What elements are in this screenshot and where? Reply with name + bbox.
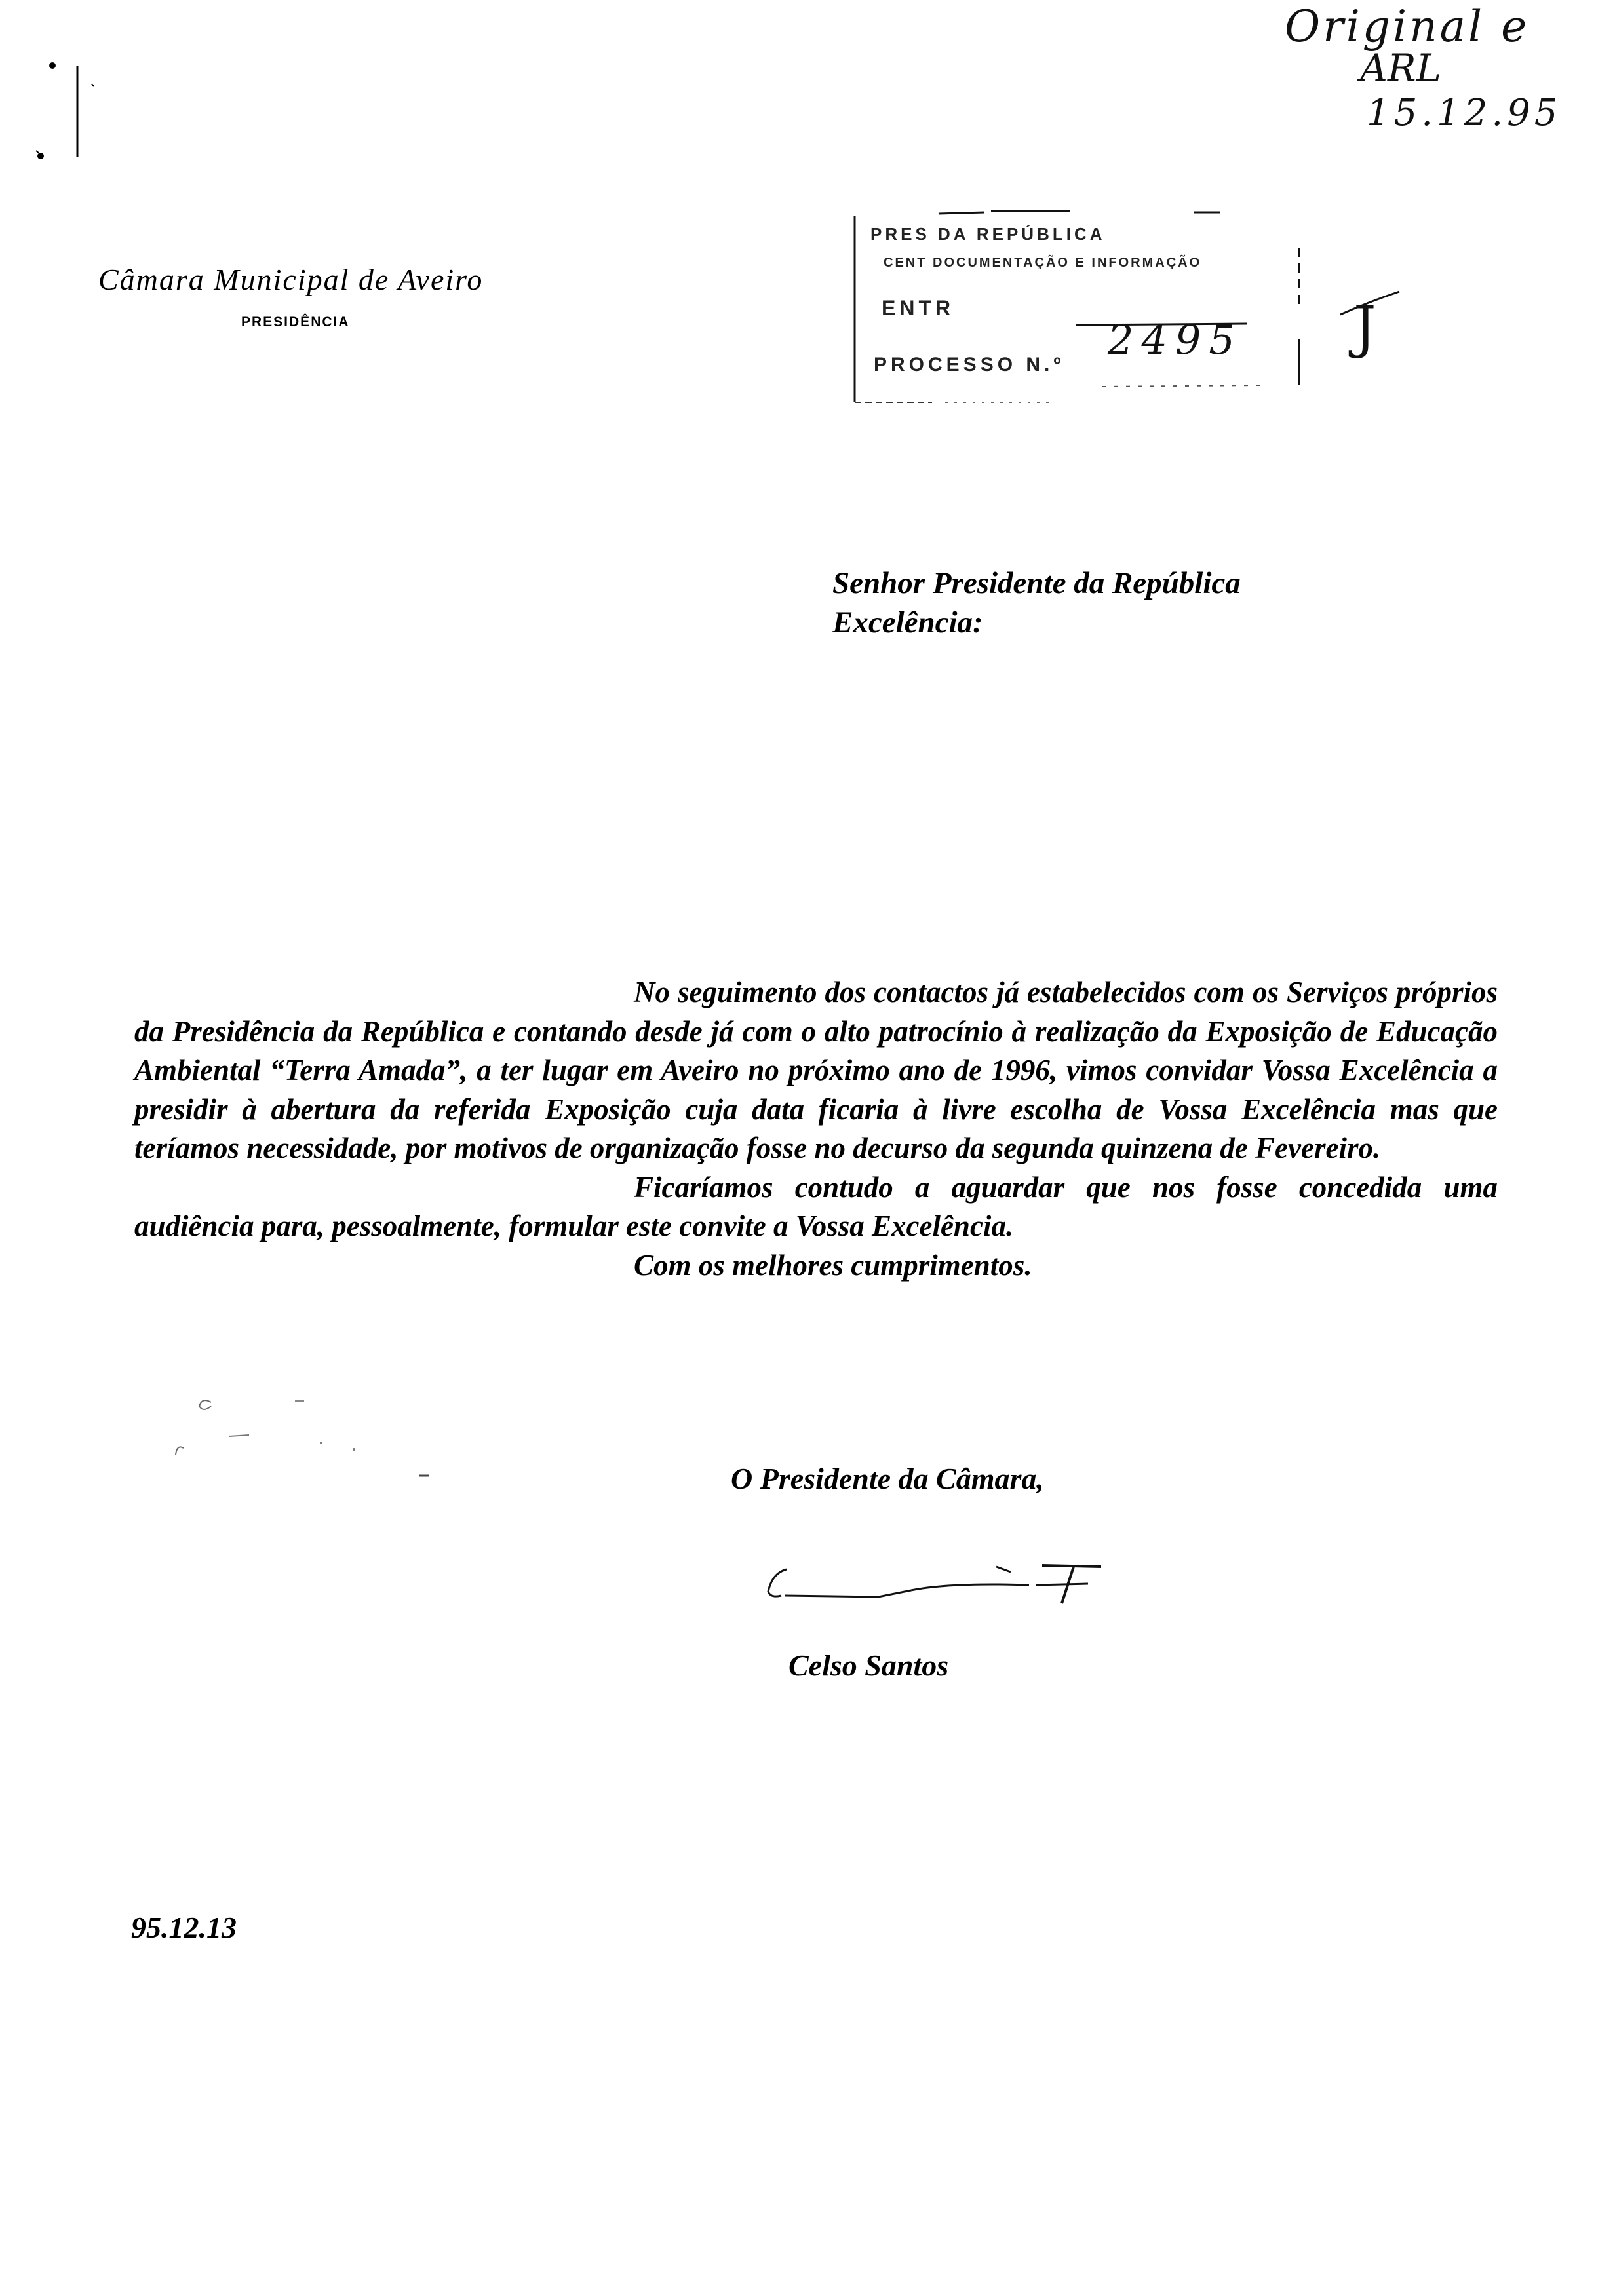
addressee: [832, 564, 1241, 642]
faint-margin-marks: [164, 1383, 439, 1487]
signature-title: O Presidente da Câmara,: [731, 1462, 1044, 1495]
signer-name: Celso Santos: [788, 1649, 949, 1682]
stamp-line-entry: ENTR: [882, 296, 955, 320]
handwritten-note-line3: 15.12.95: [1367, 92, 1562, 134]
stamp-mark-stroke: [1337, 288, 1403, 321]
body-paragraph-1: No seguimento dos contactos já estabelecidos com os Serviços próprios da Presidência da República e contando desde já com o alto patrocínio à realização da Exposição de Educação Ambiental “Terra Amada”, a ter lugar em Aveiro no próximo ano de 1996, vimos convidar Vossa Excelência a presidir à abertura da referida Exposição cuja data ficaria à livre escolha de Vossa Excelência mas que teríamos necessidade, por motivos de organização fosse no decurso da segunda quinzena de Fevereiro.: [134, 976, 1498, 1164]
body-paragraph-2: Ficaríamos contudo a aguardar que nos fosse concedida uma audiência para, pessoalmente, formular este convite a Vossa Excelência.: [134, 1170, 1498, 1242]
stamp-handwritten-number: 2495: [1108, 316, 1243, 364]
handwritten-signature: [760, 1550, 1127, 1609]
closing-line: Com os melhores cumprimentos.: [634, 1248, 1032, 1282]
stamp-line-process-number: PROCESSO N.º: [874, 354, 1065, 375]
stamp-handwritten-mark: J: [1353, 295, 1376, 360]
letterhead-title: Câmara Municipal de Aveiro: [98, 263, 484, 296]
addressee-line1: Senhor Presidente da República: [832, 566, 1241, 600]
letter-body: [134, 973, 1498, 1285]
handwritten-note-line1: Original e: [1285, 1, 1530, 52]
addressee-line2: Excelência:: [832, 605, 983, 640]
handwritten-note-line2: ARL: [1360, 46, 1442, 90]
letter-date: 95.12.13: [131, 1911, 237, 1944]
letterhead-subtitle: PRESIDÊNCIA: [241, 315, 350, 330]
stamp-line-documentation-center: CENT DOCUMENTAÇÃO E INFORMAÇÃO: [884, 256, 1202, 270]
stamp-line-presidency: PRES DA REPÚBLICA: [870, 224, 1106, 244]
